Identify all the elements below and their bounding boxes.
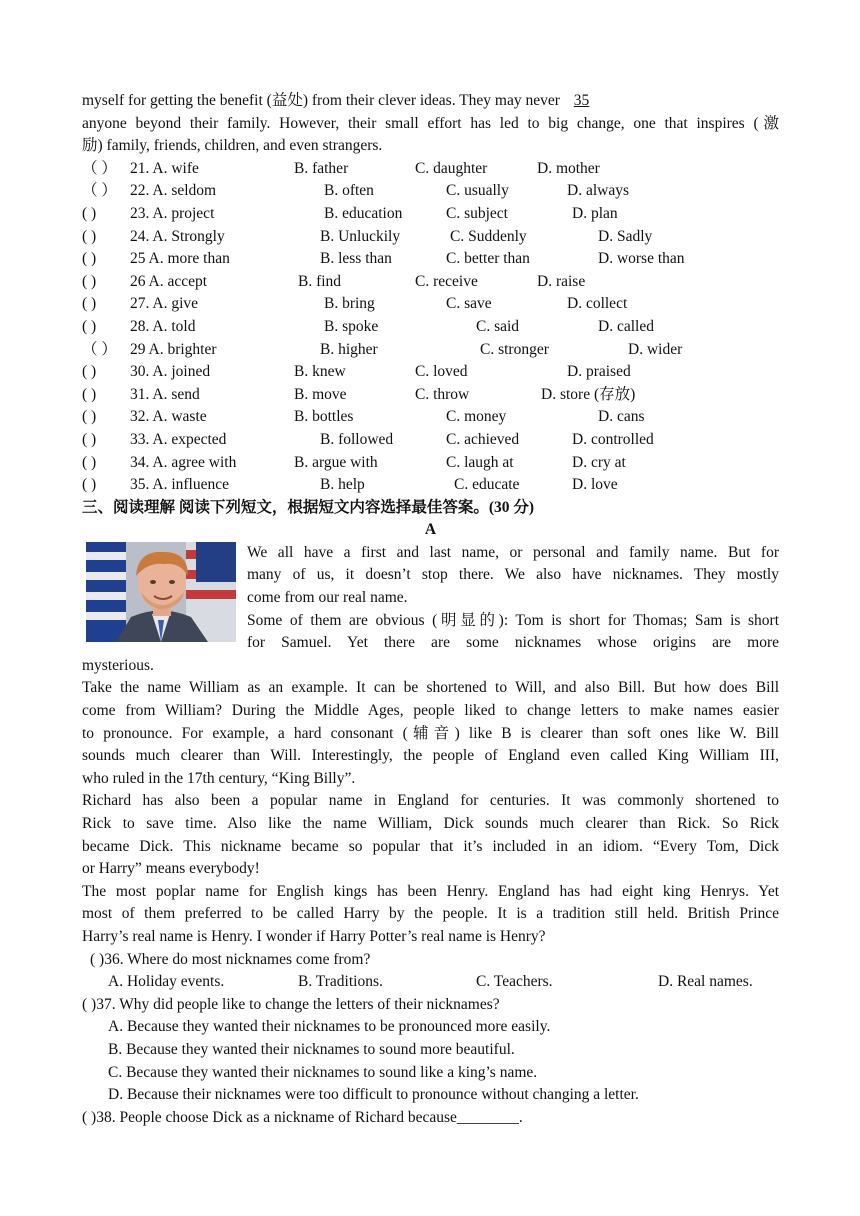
cloze-question-row	[82, 339, 779, 362]
option-b[interactable]: B. Traditions.	[298, 973, 383, 991]
option-a[interactable]: 24. A. Strongly	[130, 227, 225, 245]
cloze-question-row	[82, 203, 779, 226]
option-a[interactable]: 28. A. told	[130, 317, 196, 335]
option-b[interactable]: B. bottles	[294, 408, 354, 426]
portrait-image	[86, 542, 236, 642]
option-a[interactable]: 21. A. wife	[130, 159, 199, 177]
cloze-question-row	[82, 406, 779, 429]
cloze-question-list	[82, 158, 779, 497]
passage-line: Harry’s real name is Henry. I wonder if Harry Potter’s real name is Henry?	[82, 928, 546, 945]
cloze-question-row	[82, 180, 779, 203]
option-c[interactable]: C. stronger	[480, 340, 549, 358]
section-heading: 三、阅读理解 阅读下列短文，根据短文内容选择最佳答案。(30 分)	[82, 498, 535, 516]
question-38-stem-row	[82, 1107, 779, 1130]
option-c[interactable]: C. laugh at	[446, 453, 514, 471]
option-c[interactable]: C. better than	[446, 250, 530, 268]
option-a[interactable]: 33. A. expected	[130, 430, 227, 448]
answer-blank[interactable]: ( )	[82, 408, 97, 426]
option-d[interactable]: D. raise	[537, 272, 586, 290]
question-38-stem: ( )38. People choose Dick as a nickname of Richard because________.	[82, 1108, 523, 1126]
option-d[interactable]: D. wider	[628, 340, 683, 358]
cloze-question-row	[82, 384, 779, 407]
option-d[interactable]: D. worse than	[598, 250, 685, 268]
cloze-question-row	[82, 429, 779, 452]
option-c[interactable]: C. Because they wanted their nicknames to sound like a king’s name.	[108, 1063, 538, 1081]
option-row	[82, 1084, 779, 1107]
question-37-stem: ( )37. Why did people like to change the letters of their nicknames?	[82, 995, 500, 1013]
passage-line: for Samuel. Yet there are some nicknames whose origins are more	[247, 634, 779, 652]
answer-blank[interactable]: （ ）	[82, 340, 117, 358]
passage-line: come from our real name.	[247, 589, 408, 607]
answer-blank[interactable]: ( )	[82, 295, 97, 313]
option-d[interactable]: D. cans	[598, 408, 645, 426]
passage-line: Richard has also been a popular name in England for centuries. It was commonly shortened to	[82, 792, 779, 810]
option-a[interactable]: 29 A. brighter	[130, 340, 217, 358]
option-b[interactable]: B. bring	[324, 295, 375, 313]
passage-text: myself for getting the benefit (益处) from their clever ideas. They may never	[82, 92, 560, 109]
option-d[interactable]: D. Sadly	[598, 227, 653, 245]
option-c[interactable]: C. loved	[415, 363, 468, 381]
option-a[interactable]: 31. A. send	[130, 385, 200, 403]
option-b[interactable]: B. Because they wanted their nicknames to sound more beautiful.	[108, 1040, 515, 1058]
option-row	[82, 1016, 779, 1039]
passage-line: 励) family, friends, children, and even strangers.	[82, 137, 383, 155]
option-c[interactable]: C. Teachers.	[476, 973, 553, 991]
passage-intro-block	[82, 542, 779, 655]
cloze-question-row	[82, 361, 779, 384]
option-a[interactable]: 30. A. joined	[130, 363, 211, 381]
option-a[interactable]: 35. A. influence	[130, 476, 230, 494]
cloze-question-row	[82, 293, 779, 316]
prince-harry-photo	[86, 542, 236, 642]
cloze-question-row	[82, 158, 779, 181]
passage-label: A	[424, 521, 437, 539]
passage-line: The most poplar name for English kings has been Henry. England has had eight king Henrys. Yet	[82, 882, 779, 900]
passage-line: anyone beyond their family. However, their small effort has led to big change, one that inspires (激	[82, 114, 779, 132]
option-d[interactable]: D. love	[572, 476, 618, 494]
answer-blank[interactable]: ( )	[82, 453, 97, 471]
cloze-question-row	[82, 316, 779, 339]
exam-page	[82, 90, 779, 1129]
option-b[interactable]: B. less than	[320, 250, 392, 268]
passage-line: who ruled in the 17th century, “King Billy”.	[82, 769, 356, 787]
option-a[interactable]: 27. A. give	[130, 295, 199, 313]
passage-line: sounds much clearer than Will. Interestingly, the people of England even called King William III,	[82, 747, 779, 765]
cloze-question-row	[82, 474, 779, 497]
option-b[interactable]: B. often	[324, 182, 374, 200]
option-d[interactable]: D. Real names.	[658, 973, 753, 991]
option-b[interactable]: B. help	[320, 476, 365, 494]
answer-blank[interactable]: （ ）	[82, 159, 117, 177]
option-d[interactable]: D. praised	[567, 363, 631, 381]
option-a[interactable]: 26 A. accept	[130, 272, 208, 290]
option-c[interactable]: C. subject	[446, 204, 508, 222]
option-c[interactable]: C. achieved	[446, 430, 520, 448]
option-c[interactable]: C. educate	[454, 476, 520, 494]
cloze-question-row	[82, 248, 779, 271]
option-b[interactable]: B. argue with	[294, 453, 378, 471]
option-row	[82, 1062, 779, 1085]
option-d[interactable]: D. plan	[572, 204, 618, 222]
option-b[interactable]: B. move	[294, 385, 347, 403]
question-36-options	[82, 971, 779, 994]
option-c[interactable]: C. throw	[415, 385, 470, 403]
option-d[interactable]: D. store (存放)	[541, 385, 636, 403]
option-d[interactable]: D. controlled	[572, 430, 654, 448]
option-b[interactable]: B. spoke	[324, 317, 379, 335]
answer-blank[interactable]: ( )	[82, 476, 97, 494]
option-c[interactable]: C. save	[446, 295, 492, 313]
answer-blank[interactable]: ( )	[82, 363, 97, 381]
option-row	[82, 1039, 779, 1062]
option-d[interactable]: D. called	[598, 317, 654, 335]
answer-blank[interactable]: ( )	[82, 272, 97, 290]
answer-blank[interactable]: ( )	[82, 204, 97, 222]
option-d[interactable]: D. cry at	[572, 453, 626, 471]
passage-line: Take the name William as an example. It can be shortened to Will, and also Bill. But how does Bill	[82, 679, 779, 697]
passage-line: many of us, it doesn’t stop there. We also have nicknames. They mostly	[247, 566, 779, 584]
answer-blank[interactable]: （ ）	[82, 182, 117, 200]
option-a[interactable]: 32. A. waste	[130, 408, 207, 426]
option-d[interactable]: D. mother	[537, 159, 600, 177]
option-a[interactable]: A. Holiday events.	[108, 973, 225, 991]
option-c[interactable]: C. money	[446, 408, 507, 426]
answer-blank[interactable]: ( )	[82, 317, 97, 335]
question-36-stem: ( )36. Where do most nicknames come from?	[90, 950, 371, 968]
answer-blank[interactable]: ( )	[82, 227, 97, 245]
option-a[interactable]: A. Because they wanted their nicknames to be pronounced more easily.	[108, 1018, 551, 1036]
option-b[interactable]: B. higher	[320, 340, 378, 358]
passage-line: mysterious.	[82, 656, 154, 674]
option-d[interactable]: D. Because their nicknames were too difficult to pronounce without changing a letter.	[108, 1086, 639, 1104]
option-b[interactable]: B. Unluckily	[320, 227, 401, 245]
cloze-question-row	[82, 271, 779, 294]
option-b[interactable]: B. education	[324, 204, 403, 222]
question-37-stem-row	[82, 994, 779, 1017]
passage-line: We all have a first and last name, or personal and family name. But for	[247, 543, 779, 561]
option-c[interactable]: C. daughter	[415, 159, 488, 177]
option-b[interactable]: B. find	[298, 272, 342, 290]
answer-blank[interactable]: ( )	[82, 385, 97, 403]
passage-wrap-text	[247, 542, 779, 655]
passage-line: or Harry” means everybody!	[82, 860, 260, 878]
option-c[interactable]: C. said	[476, 317, 520, 335]
option-a[interactable]: 34. A. agree with	[130, 453, 237, 471]
passage-line: Some of them are obvious (明显的): Tom is short for Thomas; Sam is short	[247, 611, 779, 629]
passage-line	[82, 90, 779, 113]
passage-line: most of them preferred to be called Harry by the people. It is a tradition still held. British Prince	[82, 905, 779, 923]
option-b[interactable]: B. followed	[320, 430, 394, 448]
option-c[interactable]: C. usually	[446, 182, 509, 200]
answer-blank[interactable]: ( )	[82, 250, 97, 268]
option-b[interactable]: B. father	[294, 159, 349, 177]
cloze-question-row	[82, 226, 779, 249]
option-d[interactable]: D. collect	[567, 295, 628, 313]
cloze-question-row	[82, 452, 779, 475]
option-a[interactable]: 23. A. project	[130, 204, 215, 222]
option-c[interactable]: C. receive	[415, 272, 478, 290]
blank-35: 35	[573, 92, 590, 109]
passage-line: became Dick. This nickname became so popular that it’s included in an idiom. “Every Tom, Dick	[82, 837, 779, 855]
passage-line: Rick to save time. Also like the name William, Dick sounds much clearer than Rick. So Rick	[82, 815, 779, 833]
passage-line: to pronounce. For example, a hard consonant (辅音) like B is clearer than soft ones like W. Bill	[82, 724, 779, 742]
passage-body	[82, 655, 779, 949]
option-b[interactable]: B. knew	[294, 363, 346, 381]
question-36-stem-row	[82, 949, 779, 972]
option-a[interactable]: 22. A. seldom	[130, 182, 217, 200]
passage-line: come from William? During the Middle Ages, people liked to change letters to make names easier	[82, 702, 779, 720]
option-a[interactable]: 25 A. more than	[130, 250, 230, 268]
answer-blank[interactable]: ( )	[82, 430, 97, 448]
option-d[interactable]: D. always	[567, 182, 629, 200]
option-c[interactable]: C. Suddenly	[450, 227, 527, 245]
